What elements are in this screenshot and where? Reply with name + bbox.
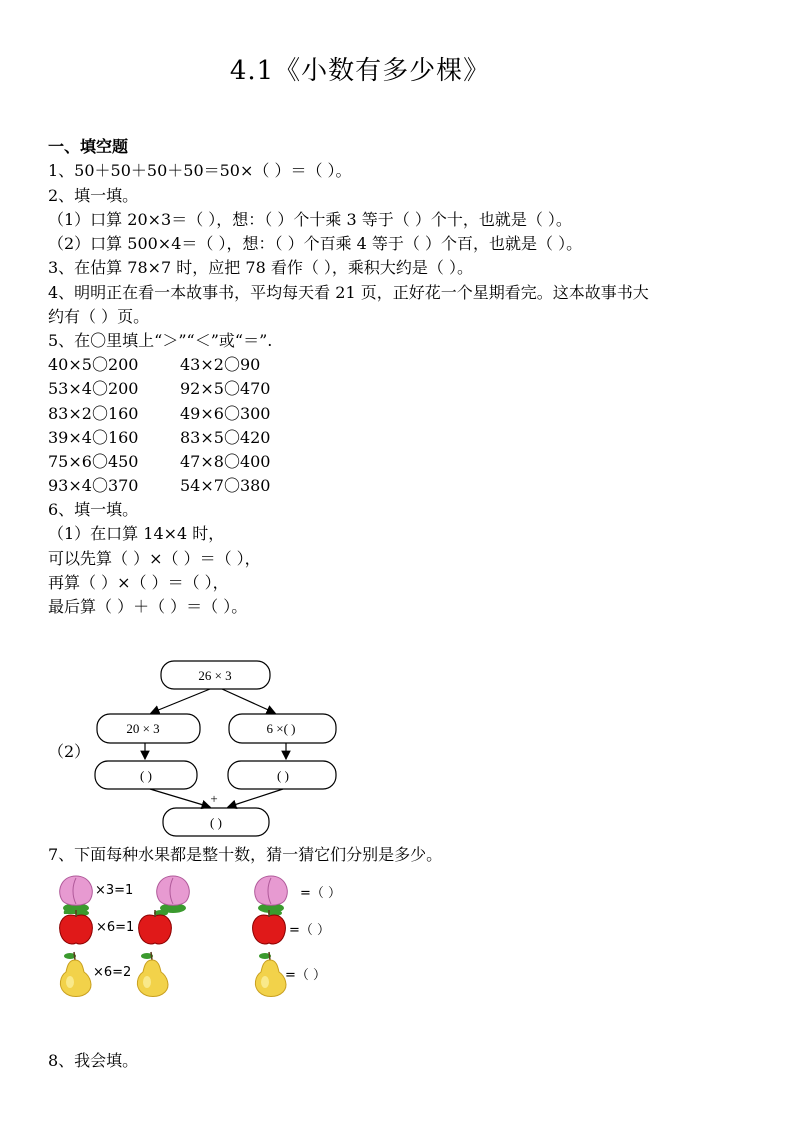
pear-icon — [137, 952, 168, 997]
right-low-text: ( ) — [277, 768, 289, 783]
left-low-text: ( ) — [140, 768, 152, 783]
page-title: 4.1《小数有多少棵》 — [229, 56, 491, 86]
question-1: 1、50＋50＋50＋50＝50×（ ）＝（ ）。 — [48, 161, 352, 180]
question-6-step3: 最后算（ ）＋（ ）＝（ ）。 — [48, 597, 248, 616]
question-7-label: 7、下面每种水果都是整十数，猜一猜它们分别是多少。 — [48, 845, 443, 864]
right-mid-text: 6 ×( ) — [266, 721, 296, 736]
peach-expression: ×3=1 — [95, 883, 134, 898]
question-2-sub1: （1）口算 20×3＝（ ），想：（ ）个十乘 3 等于（ ）个十，也就是（ ）。 — [48, 210, 572, 229]
apple-icon — [139, 910, 172, 944]
question-6-sub1: （1）在口算 14×4 时， — [48, 524, 225, 543]
question-6-step2: 再算（ ）×（ ）＝（ ）， — [48, 573, 229, 592]
question-6-step1: 可以先算（ ）×（ ）＝（ ）， — [48, 549, 261, 568]
question-5-label: 5、在〇里填上“＞”“＜”或“＝”. — [48, 331, 273, 350]
apple-expression: ×6=1 — [96, 920, 135, 935]
plus-sign: + — [210, 791, 218, 806]
apple-answer: =（ ） — [289, 923, 331, 938]
compare-item: 75×6〇450 — [48, 452, 139, 471]
pear-icon — [60, 952, 91, 997]
question-6-label: 6、填一填。 — [48, 500, 139, 519]
peach-icon — [157, 876, 190, 913]
left-mid-text: 20 × 3 — [126, 721, 160, 736]
compare-item: 39×4〇160 — [48, 428, 139, 447]
compare-item: 53×4〇200 — [48, 379, 139, 398]
compare-item: 43×2〇90 — [180, 355, 261, 374]
pear-answer: =（ ） — [285, 968, 327, 983]
apple-icon — [253, 910, 286, 944]
question-8: 8、我会填。 — [48, 1051, 139, 1070]
compare-item: 83×2〇160 — [48, 404, 139, 423]
question-4-line2: 约有（ ）页。 — [48, 307, 150, 326]
compare-item: 40×5〇200 — [48, 355, 139, 374]
peach-icon — [60, 876, 93, 913]
pear-expression: ×6=2 — [93, 965, 132, 980]
section-heading: 一、填空题 — [48, 137, 129, 156]
question-6-sub2-label: （2） — [48, 742, 91, 761]
question-4-line1: 4、明明正在看一本故事书，平均每天看 21 页，正好花一个星期看完。这本故事书大 — [48, 283, 649, 302]
pear-icon — [255, 952, 286, 997]
compare-item: 49×6〇300 — [180, 404, 271, 423]
question-2-sub2: （2）口算 500×4＝（ ），想：（ ）个百乘 4 等于（ ）个百，也就是（ ）。 — [48, 234, 583, 253]
top-box-text: 26 × 3 — [198, 668, 232, 683]
compare-item: 92×5〇470 — [180, 379, 271, 398]
compare-item: 93×4〇370 — [48, 476, 139, 495]
compare-item: 47×8〇400 — [180, 452, 271, 471]
bottom-box-text: ( ) — [210, 815, 222, 830]
question-2-label: 2、填一填。 — [48, 186, 139, 205]
apple-icon — [60, 909, 93, 944]
compare-item: 54×7〇380 — [180, 476, 271, 495]
peach-answer: =（ ） — [300, 886, 342, 901]
peach-icon — [255, 876, 288, 913]
compare-item: 83×5〇420 — [180, 428, 271, 447]
question-3: 3、在估算 78×7 时，应把 78 看作（ ），乘积大约是（ ）。 — [48, 258, 474, 277]
